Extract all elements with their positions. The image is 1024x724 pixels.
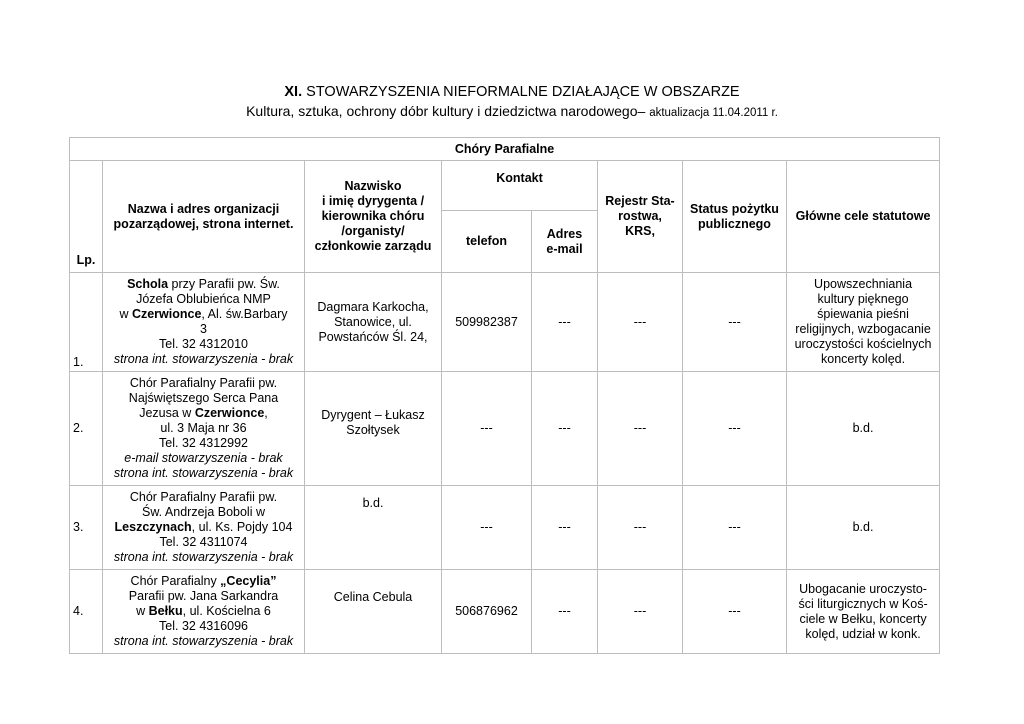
header-person xyxy=(305,161,442,273)
email-cell: --- xyxy=(532,570,598,654)
document-subtitle xyxy=(0,103,1024,119)
org-text: Parafii pw. Jana Sarkandra xyxy=(128,589,279,603)
section-title: STOWARZYSZENIA NIEFORMALNE DZIAŁAJĄCE W OBSZARZE xyxy=(306,84,740,100)
table-row xyxy=(70,273,940,372)
header-lp: Lp. xyxy=(70,161,103,273)
org-text: Józefa Oblubieńca NMP xyxy=(136,292,271,306)
header-phone: telefon xyxy=(442,211,532,273)
header-registry-line: rostwa, xyxy=(618,209,662,223)
org-text: przy Parafii pw. Św. xyxy=(168,277,280,291)
goals-line: śpiewania pieśni xyxy=(817,307,909,321)
table-row xyxy=(70,486,940,570)
org-website: strona int. stowarzyszenia - brak xyxy=(113,550,294,564)
org-city: Bełku xyxy=(148,604,183,618)
registry-cell: --- xyxy=(598,486,683,570)
goals-line: koncerty kolęd. xyxy=(821,352,906,366)
header-email xyxy=(532,211,598,273)
email-cell: --- xyxy=(532,372,598,486)
org-text: Chór Parafialny xyxy=(130,574,221,588)
row-lp: 1. xyxy=(70,273,103,372)
person-line: Dyrygent – Łukasz xyxy=(321,408,425,422)
phone-cell: --- xyxy=(442,372,532,486)
row-lp: 4. xyxy=(70,570,103,654)
header-org-name xyxy=(103,161,305,273)
header-status xyxy=(683,161,787,273)
org-address: 3 xyxy=(200,322,207,336)
org-text: , xyxy=(264,406,268,420)
header-person-line: i imię dyrygenta / xyxy=(321,194,425,208)
status-cell: --- xyxy=(683,486,787,570)
header-person-line: /organisty/ xyxy=(341,224,405,238)
phone-cell: 506876962 xyxy=(442,570,532,654)
org-phone: Tel. 32 4312010 xyxy=(159,337,248,351)
section-header: Chóry Parafialne xyxy=(70,138,940,161)
org-text: Chór Parafialny Parafii pw. xyxy=(129,376,278,390)
email-cell: --- xyxy=(532,486,598,570)
phone-cell: --- xyxy=(442,486,532,570)
header-goals: Główne cele statutowe xyxy=(787,161,940,273)
org-cell xyxy=(103,570,305,654)
person-line: Dagmara Karkocha, xyxy=(317,299,429,314)
org-address: ul. 3 Maja nr 36 xyxy=(160,421,247,435)
header-registry xyxy=(598,161,683,273)
org-email-note: e-mail stowarzyszenia - brak xyxy=(124,451,283,465)
org-address: , ul. Ks. Pojdy 104 xyxy=(191,520,293,534)
org-text: Św. Andrzeja Boboli w xyxy=(142,505,265,519)
org-cell xyxy=(103,486,305,570)
goals-line: kultury pięknego xyxy=(817,292,909,306)
person-line: Stanowice, ul. xyxy=(334,314,412,329)
org-name: „Cecylia” xyxy=(220,574,277,588)
header-registry-line: Rejestr Sta- xyxy=(605,194,675,208)
org-address: , Al. św.Barbary xyxy=(201,307,288,321)
registry-cell: --- xyxy=(598,372,683,486)
update-note: aktualizacja 11.04.2011 r. xyxy=(649,107,778,119)
status-cell: --- xyxy=(683,273,787,372)
header-status-line: publicznego xyxy=(698,216,771,231)
org-name: Schola xyxy=(127,277,169,291)
row-lp: 3. xyxy=(70,486,103,570)
org-phone: Tel. 32 4316096 xyxy=(159,619,248,633)
goals-cell xyxy=(787,570,940,654)
person-line: Powstańców Śl. 24, xyxy=(318,329,428,344)
goals-line: religijnych, wzbogacanie xyxy=(795,322,931,336)
document-title xyxy=(0,84,1024,100)
status-cell: --- xyxy=(683,570,787,654)
goals-cell: b.d. xyxy=(787,486,940,570)
org-website: strona int. stowarzyszenia - brak xyxy=(113,352,294,366)
status-cell: --- xyxy=(683,372,787,486)
goals-line: uroczystości kościelnych xyxy=(794,337,932,351)
header-person-line: członkowie zarządu xyxy=(314,239,432,253)
org-text: Najświętszego Serca Pana xyxy=(128,391,279,405)
table-row xyxy=(70,570,940,654)
org-text: w xyxy=(136,604,149,618)
header-email-line: Adres xyxy=(546,226,583,241)
org-city: Czerwionce xyxy=(194,406,265,420)
header-person-line: Nazwisko xyxy=(344,179,402,193)
goals-line: ciele w Bełku, koncerty xyxy=(799,611,927,626)
header-registry-line: KRS, xyxy=(625,224,655,238)
goals-line: Ubogacanie uroczysto- xyxy=(799,581,927,596)
table-row xyxy=(70,372,940,486)
choirs-table xyxy=(69,137,940,654)
header-person-line: kierownika chóru xyxy=(321,209,425,223)
org-city: Leszczynach xyxy=(114,520,192,534)
org-phone: Tel. 32 4311074 xyxy=(159,535,248,549)
phone-cell: 509982387 xyxy=(442,273,532,372)
header-org-name-line: pozarządowej, strona internet. xyxy=(113,216,294,231)
goals-line: ści liturgicznych w Koś- xyxy=(798,596,928,611)
person-cell: Celina Cebula xyxy=(305,570,442,654)
registry-cell: --- xyxy=(598,273,683,372)
org-phone: Tel. 32 4312992 xyxy=(159,436,248,450)
org-address: , ul. Kościelna 6 xyxy=(182,604,271,618)
header-status-line: Status pożytku xyxy=(690,201,779,216)
goals-line: Upowszechniania xyxy=(814,277,913,291)
org-website: strona int. stowarzyszenia - brak xyxy=(113,634,294,648)
org-text: w xyxy=(119,307,132,321)
org-website: strona int. stowarzyszenia - brak xyxy=(113,466,294,480)
registry-cell: --- xyxy=(598,570,683,654)
person-cell xyxy=(305,372,442,486)
org-city: Czerwionce xyxy=(131,307,202,321)
org-cell xyxy=(103,273,305,372)
email-cell: --- xyxy=(532,273,598,372)
person-line: Szołtysek xyxy=(346,423,400,437)
subtitle-text: Kultura, sztuka, ochrony dóbr kultury i dziedzictwa narodowego– xyxy=(246,103,646,119)
section-number: XI. xyxy=(284,84,303,100)
goals-cell xyxy=(787,273,940,372)
header-email-line: e-mail xyxy=(546,241,583,256)
org-text: Jezusa w xyxy=(139,406,195,420)
row-lp: 2. xyxy=(70,372,103,486)
header-contact: Kontakt xyxy=(442,161,598,211)
goals-line: kolęd, udział w konk. xyxy=(805,626,921,641)
person-cell: b.d. xyxy=(305,486,442,570)
org-text: Chór Parafialny Parafii pw. xyxy=(129,490,278,504)
header-org-name-line: Nazwa i adres organizacji xyxy=(127,201,280,216)
person-cell xyxy=(305,273,442,372)
org-cell xyxy=(103,372,305,486)
goals-cell: b.d. xyxy=(787,372,940,486)
